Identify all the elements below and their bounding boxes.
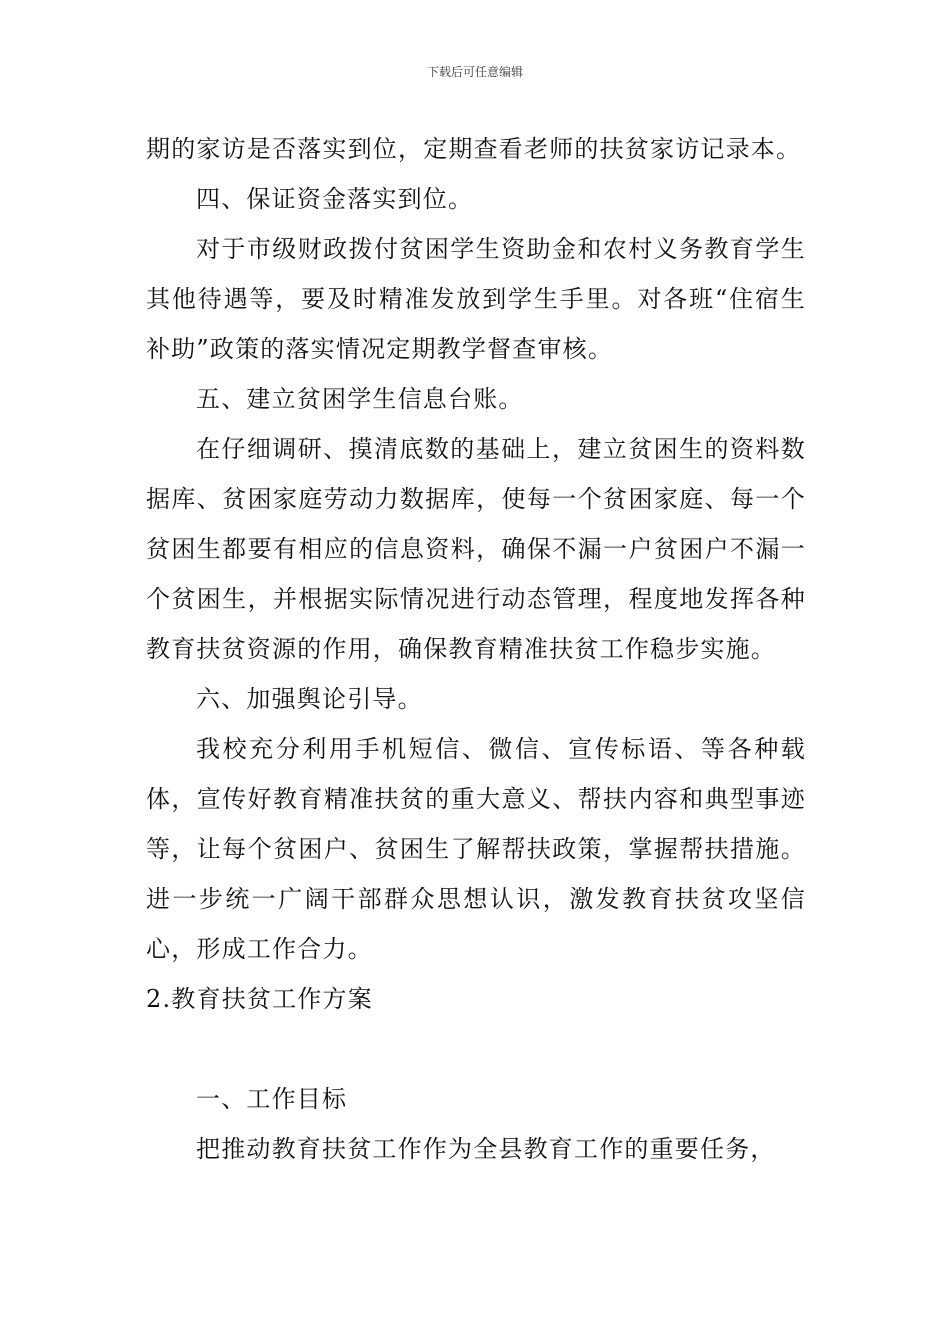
paragraph-goal: 把推动教育扶贫工作作为全县教育工作的重要任务，: [196, 1135, 776, 1163]
section-heading-six: 六、加强舆论引导。: [196, 685, 423, 713]
document-title-two: 2.教育扶贫工作方案: [146, 985, 373, 1013]
document-body: [146, 124, 806, 1174]
blank-line: [146, 1024, 806, 1074]
section-heading-five: 五、建立贫困学生信息台账。: [196, 385, 524, 413]
paragraph-publicity: 我校充分利用手机短信、微信、宣传标语、等各种载体，宣传好教育精准扶贫的重大意义、帮扶内容和典型事迹等，让每个贫困户、贫困生了解帮扶政策，掌握帮扶措施。进一步统一广阔干部群众思想认识，激发教育扶贫攻坚信心，形成工作合力。: [146, 735, 806, 963]
section-heading-four: 四、保证资金落实到位。: [196, 185, 474, 213]
section-heading-goal: 一、工作目标: [196, 1085, 348, 1113]
paragraph-funds: 对于市级财政拨付贫困学生资助金和农村义务教育学生其他待遇等，要及时精准发放到学生手里。对各班“住宿生补助”政策的落实情况定期教学督查审核。: [146, 235, 806, 363]
paragraph-continuation: 期的家访是否落实到位，定期查看老师的扶贫家访记录本。: [146, 135, 802, 163]
paragraph-database: 在仔细调研、摸清底数的基础上，建立贫困生的资料数据库、贫困家庭劳动力数据库，使每一个贫困家庭、每一个贫困生都要有相应的信息资料，确保不漏一户贫困户不漏一个贫困生，并根据实际情况进行动态管理，程度地发挥各种教育扶贫资源的作用，确保教育精准扶贫工作稳步实施。: [146, 435, 806, 663]
page-header-note: 下载后可任意编辑: [426, 65, 523, 79]
